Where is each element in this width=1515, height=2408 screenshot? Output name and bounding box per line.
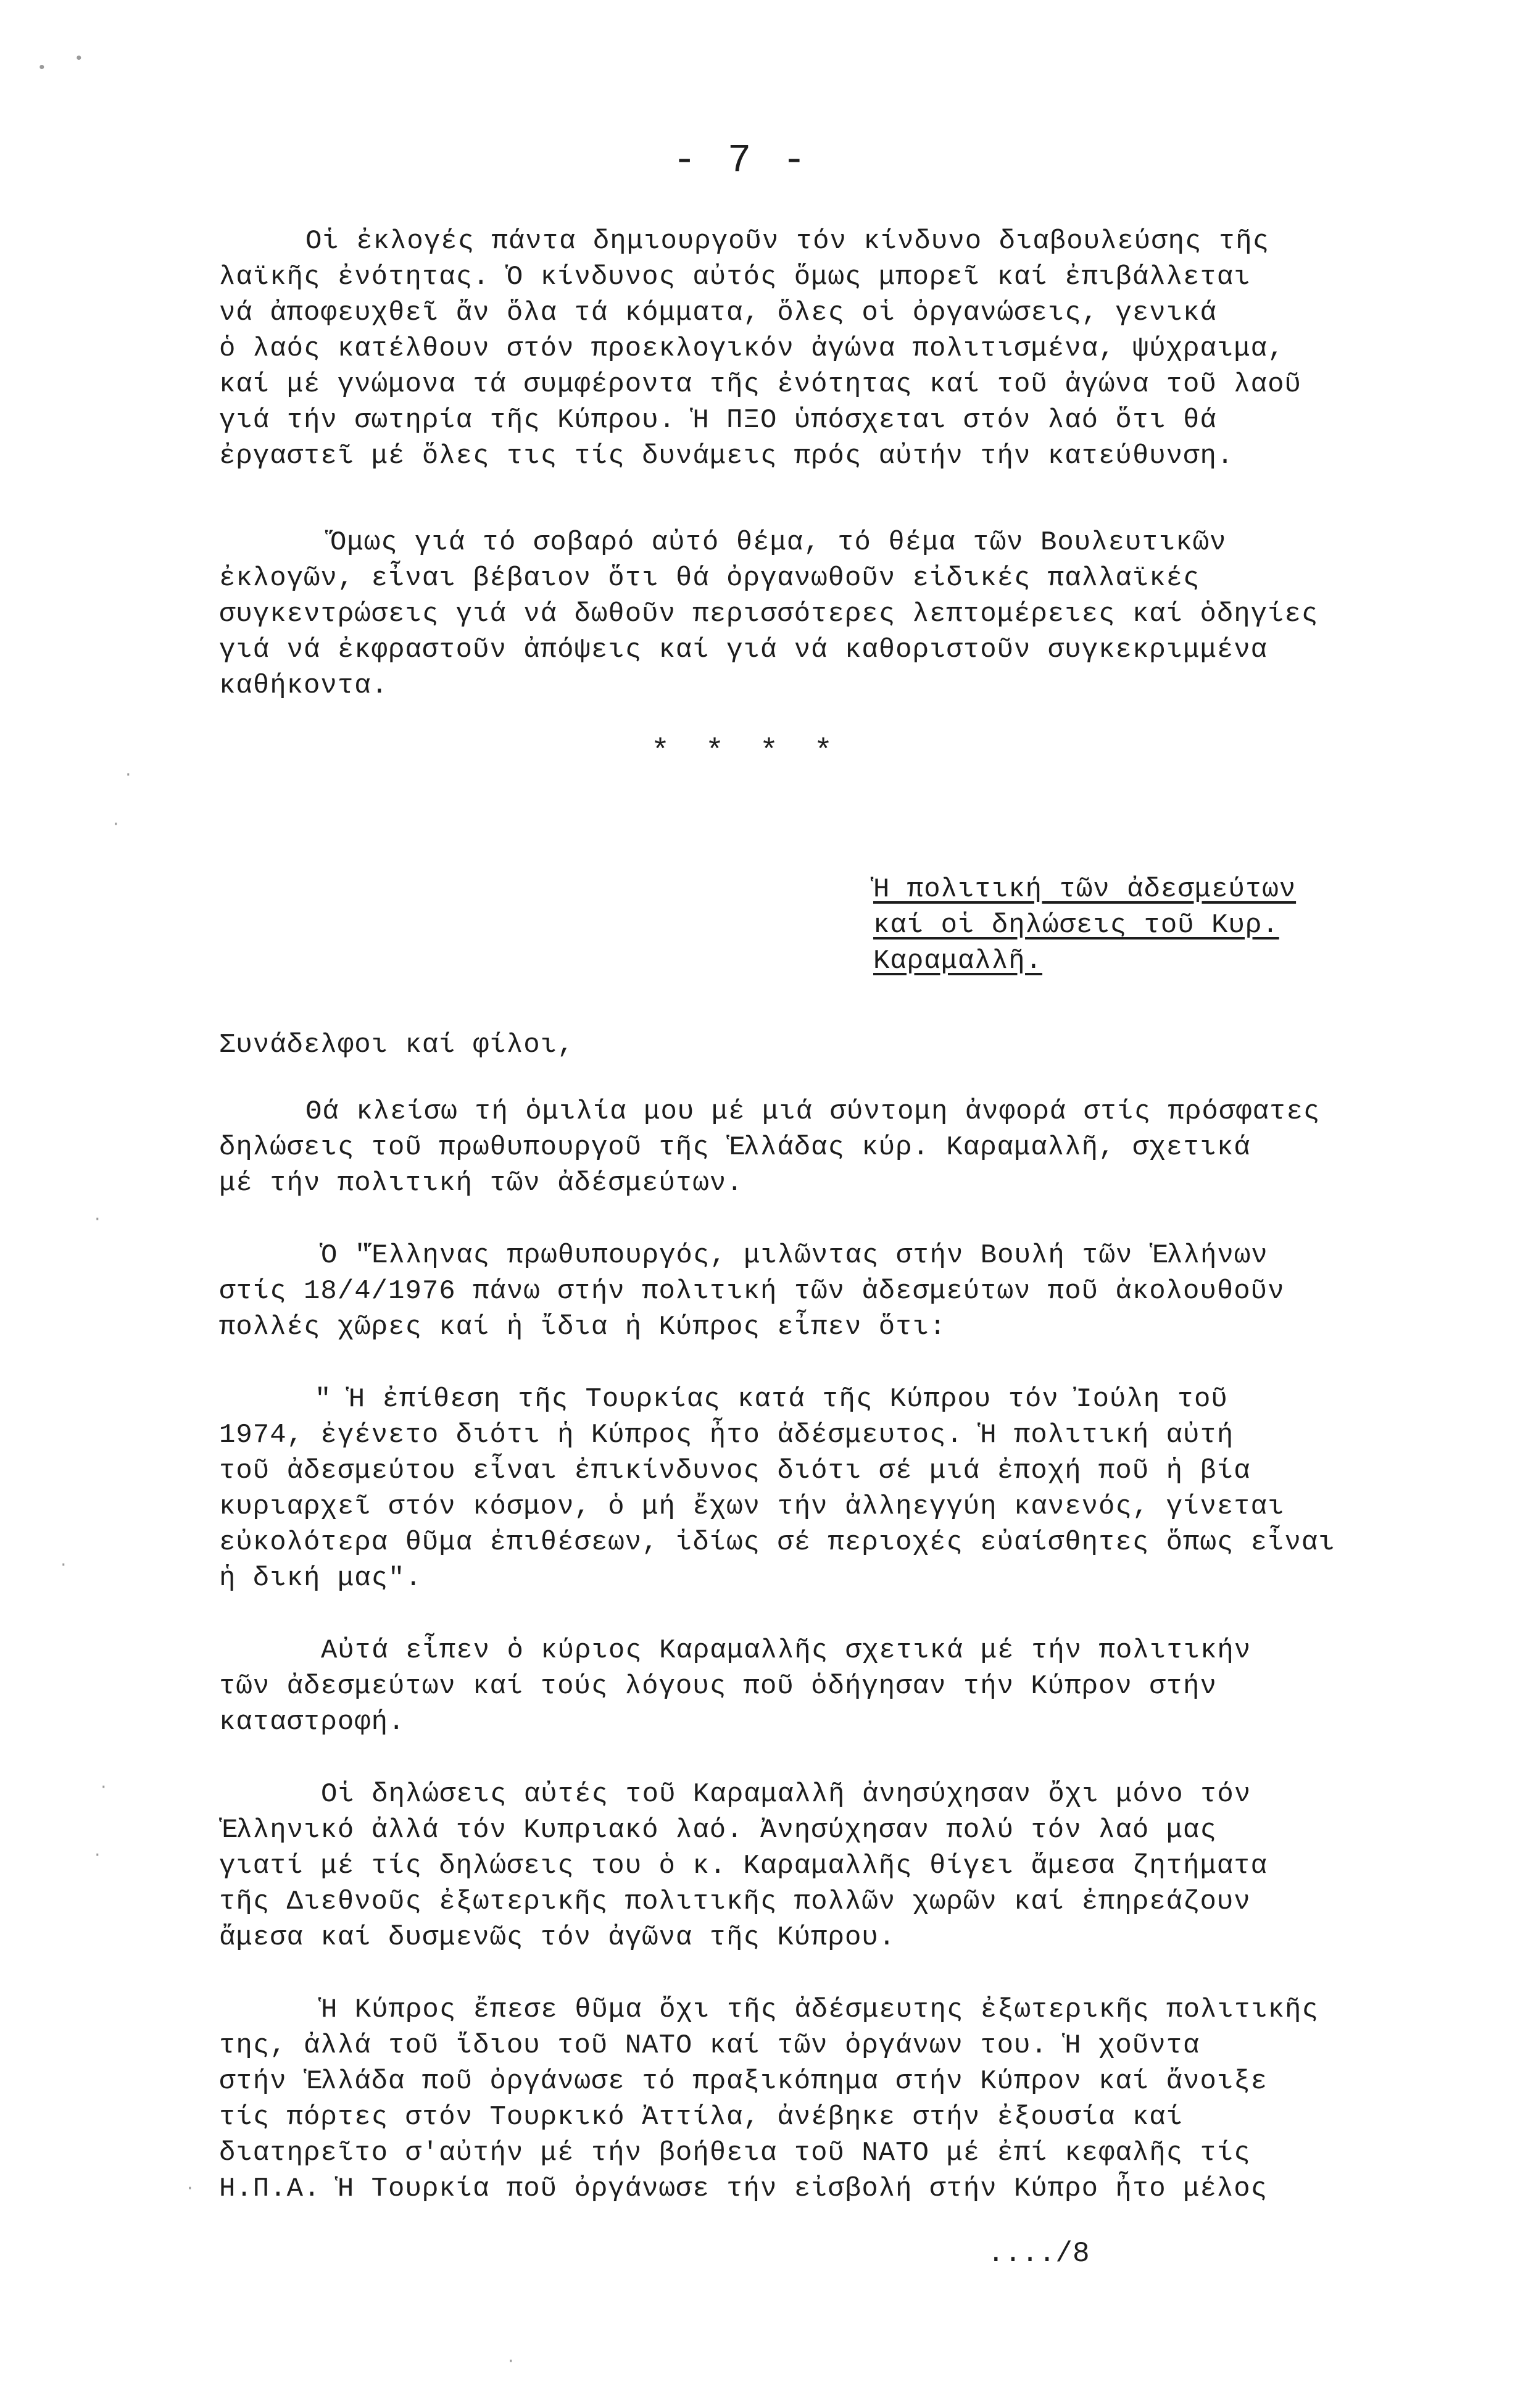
scan-speck: · (99, 1778, 109, 1796)
scan-speck: · (185, 2179, 195, 2198)
text-line: γιατί μέ τίς δηλώσεις του ὁ κ. Καραμαλλῆς θίγει ἄμεσα ζητήματα (219, 1851, 1268, 1881)
section-heading-line: καί οἱ δηλώσεις τοῦ Κυρ. (873, 910, 1279, 941)
text-line: πολλές χῶρες καί ἡ ἴδια ἡ Κύπρος εἶπεν ὅτι: (219, 1312, 947, 1343)
text-line: δηλώσεις τοῦ πρωθυπουργοῦ τῆς Ἑλλάδας κύρ. Καραμαλλῆ, σχετικά (219, 1132, 1251, 1163)
section-separator: * * * * (651, 735, 842, 770)
text-line: στήν Ἑλλάδα ποῦ ὀργάνωσε τό πραξικόπημα στήν Κύπρον καί ἄνοιξε (219, 2066, 1268, 2097)
scan-speck: · (93, 1210, 102, 1228)
text-line: γιά τήν σωτηρία τῆς Κύπρου. Ἡ ΠΞΟ ὑπόσχεται στόν λαό ὅτι θά (219, 405, 1217, 436)
scan-speck: · (59, 1556, 68, 1574)
text-line: διατηρεῖτο σ'αὐτήν μέ τήν βοήθεια τοῦ ΝΑΤΟ μέ ἐπί κεφαλῆς τίς (219, 2138, 1251, 2168)
text-line: καθήκοντα. (219, 670, 389, 701)
text-line: λαϊκῆς ἐνότητας. Ὁ κίνδυνος αὐτός ὅμως μπορεῖ καί ἐπιβάλλεται (219, 262, 1251, 293)
scan-speck: · (123, 765, 133, 784)
scan-speck: · (93, 1846, 102, 1864)
page-number: - 7 - (673, 139, 810, 183)
quote-line: " Ἡ ἐπίθεση τῆς Τουρκίας κατά τῆς Κύπρου τόν Ἰούλη τοῦ (315, 1384, 1228, 1415)
scan-speck: · (506, 2352, 516, 2370)
quote-line: κυριαρχεῖ στόν κόσμον, ὁ μή ἔχων τήν ἀλληεγγύη κανενός, γίνεται (219, 1491, 1285, 1522)
text-line: καί μέ γνώμονα τά συμφέροντα τῆς ἐνότητας καί τοῦ ἀγώνα τοῦ λαοῦ (219, 369, 1301, 400)
text-line: Ἑλληνικό ἀλλά τόν Κυπριακό λαό. Ἀνησύχησαν πολύ τόν λαό μας (219, 1815, 1217, 1846)
text-line: Η.Π.Α. Ἡ Τουρκία ποῦ ὀργάνωσε τήν εἰσβολή στήν Κύπρο ἦτο μέλος (219, 2173, 1268, 2204)
text-line: Οἱ δηλώσεις αὐτές τοῦ Καραμαλλῆ ἀνησύχησαν ὄχι μόνο τόν (321, 1779, 1251, 1810)
text-line: της, ἀλλά τοῦ ἴδιου τοῦ ΝΑΤΟ καί τῶν ὀργάνων του. Ἡ χοῦντα (219, 2030, 1200, 2061)
continuation-marker: ..../8 (987, 2238, 1090, 2270)
text-line: Αὐτά εἶπεν ὁ κύριος Καραμαλλῆς σχετικά μέ τήν πολιτικήν (321, 1635, 1251, 1666)
quote-line: εὐκολότερα θῦμα ἐπιθέσεων, ἰδίως σέ περιοχές εὐαίσθητες ὅπως εἶναι (219, 1527, 1335, 1558)
section-heading-line: Καραμαλλῆ. (873, 946, 1043, 977)
quote-line: 1974, ἐγένετο διότι ἡ Κύπρος ἦτο ἀδέσμευτος. Ἡ πολιτική αὐτή (219, 1420, 1234, 1451)
scan-speck: • (37, 59, 47, 77)
text-line: στίς 18/4/1976 πάνω στήν πολιτική τῶν ἀδεσμεύτων ποῦ ἀκολουθοῦν (219, 1276, 1285, 1307)
text-line: ἐκλογῶν, εἶναι βέβαιον ὅτι θά ὀργανωθοῦν εἰδικές παλλαϊκές (219, 563, 1200, 594)
text-line: συγκεντρώσεις γιά νά δωθοῦν περισσότερες λεπτομέρειες καί ὁδηγίες (219, 599, 1319, 630)
text-line: Θά κλείσω τή ὁμιλία μου μέ μιά σύντομη ἀνφορά στίς πρόσφατες (305, 1096, 1321, 1127)
text-line: ἄμεσα καί δυσμενῶς τόν ἀγῶνα τῆς Κύπρου. (219, 1922, 896, 1953)
text-line: τίς πόρτες στόν Τουρκικό Ἀττίλα, ἀνέβηκε στήν ἐξουσία καί (219, 2102, 1184, 2133)
scan-speck: • (74, 49, 84, 68)
text-line: καταστροφή. (219, 1707, 405, 1738)
section-heading-line: Ἡ πολιτική τῶν ἀδεσμεύτων (873, 874, 1297, 905)
text-line: Οἱ ἐκλογές πάντα δημιουργοῦν τόν κίνδυνο διαβουλεύσης τῆς (305, 226, 1270, 257)
quote-line: τοῦ ἀδεσμεύτου εἶναι ἐπικίνδυνος διότι σέ μιά ἐποχή ποῦ ἡ βία (219, 1456, 1251, 1486)
scan-speck: · (111, 815, 121, 833)
salutation: Συνάδελφοι καί φίλοι, (219, 1030, 575, 1060)
text-line: τῆς Διεθνοῦς ἐξωτερικῆς πολιτικῆς πολλῶν χωρῶν καί ἐπηρεάζουν (219, 1886, 1251, 1917)
text-line: τῶν ἀδεσμεύτων καί τούς λόγους ποῦ ὁδήγησαν τήν Κύπρον στήν (219, 1671, 1217, 1702)
text-line: ἐργαστεῖ μέ ὅλες τις τίς δυνάμεις πρός αὐτήν τήν κατεύθυνση. (219, 441, 1234, 472)
text-line: Ὅμως γιά τό σοβαρό αὐτό θέμα, τό θέμα τῶν Βουλευτικῶν (330, 527, 1227, 558)
text-line: μέ τήν πολιτική τῶν ἀδέσμεύτων. (219, 1168, 744, 1199)
quote-line: ἡ δική μας". (219, 1563, 422, 1594)
text-line: ὁ λαός κατέλθουν στόν προεκλογικόν ἀγώνα πολιτισμένα, ψύχραιμα, (219, 333, 1285, 364)
text-line: νά ἀποφευχθεῖ ἄν ὅλα τά κόμματα, ὅλες οἱ ὀργανώσεις, γενικά (219, 298, 1217, 328)
text-line: γιά νά ἐκφραστοῦν ἀπόψεις καί γιά νά καθοριστοῦν συγκεκριμμένα (219, 635, 1268, 665)
text-line: Ἡ Κύπρος ἔπεσε θῦμα ὄχι τῆς ἀδέσμευτης ἐξωτερικῆς πολιτικῆς (321, 1994, 1319, 2025)
text-line: Ὁ "Ἕλληνας πρωθυπουργός, μιλῶντας στήν Βουλή τῶν Ἑλλήνων (321, 1240, 1268, 1271)
